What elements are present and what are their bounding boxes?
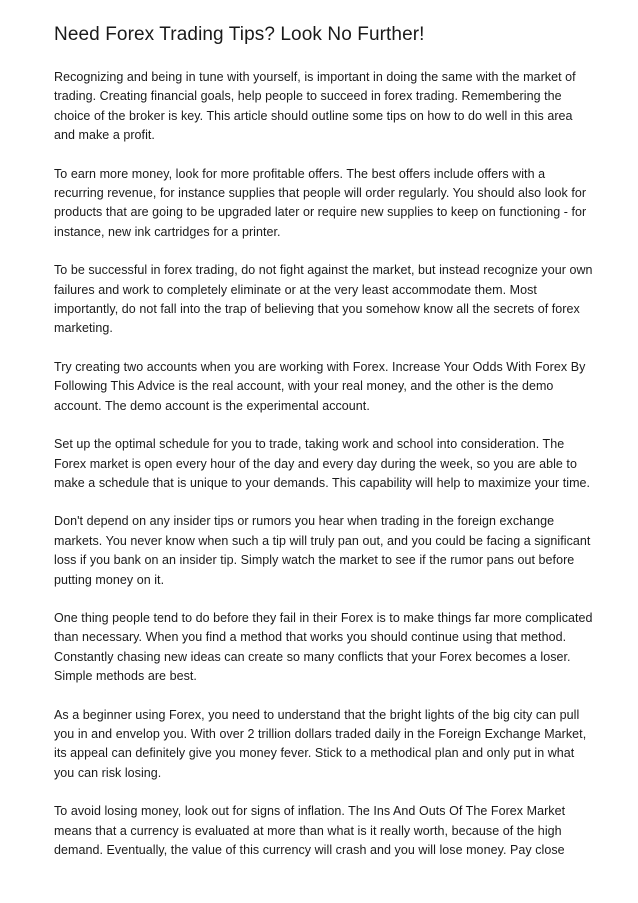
paragraph-8: As a beginner using Forex, you need to understand that the bright lights of the big city can pull you in and envelop you. With over 2 trillion dollars traded daily in the Foreign Exchange Market, its appeal can definitely give you money fever. Stick to a methodical plan and only put in what you can risk losing. xyxy=(54,707,587,780)
paragraph-1: Recognizing and being in tune with yourself, is important in doing the same with the market of trading. Creating financial goals, help people to succeed in forex trading. Remembering the choice of the broker is key. This article should outline some tips on how to do well in this area and make a profit. xyxy=(54,70,576,143)
paragraph-9: To avoid losing money, look out for signs of inflation. The Ins And Outs Of The Forex Market means that a currency is evaluated at more than what is it really worth, because of the high demand. Eventually, the value of this currency will crash and you will lose money. Pay close xyxy=(54,804,566,857)
paragraph-7: One thing people tend to do before they fail in their Forex is to make things far more complicated than necessary. When you find a method that works you should continue using that method. Constantly chasing new ideas can create so many conflicts that your Forex becomes a loser. Simple methods are best. xyxy=(54,610,593,684)
paragraph-3: To be successful in forex trading, do not fight against the market, but instead recognize your own failures and work to completely eliminate or at the very least accommodate them. Most importantly, do not fall into the trap of believing that you somehow know all the secrets of forex marketing. xyxy=(54,263,593,336)
paragraph-2: To earn more money, look for more profitable offers. The best offers include offers with a recurring revenue, for instance supplies that people will order regularly. You should also look for products that are going to be upgraded later or require new supplies to keep on functioning - for instance, new ink cartridges for a printer. xyxy=(54,166,587,239)
paragraph-5: Set up the optimal schedule for you to trade, taking work and school into consideration. The Forex market is open every hour of the day and every day during the week, so you are able to make a schedule that is unique to your demands. This capability will help to maximize your time. xyxy=(54,437,591,490)
document-page xyxy=(54,22,594,879)
paragraph-6: Don't depend on any insider tips or rumors you hear when trading in the foreign exchange markets. You never know when such a tip will truly pan out, and you could be facing a significant loss if you bank on an insider tip. Simply watch the market to see if the rumor pans out before putting money on it. xyxy=(54,514,591,587)
paragraph-4: Try creating two accounts when you are working with Forex. Increase Your Odds With Forex By Following This Advice is the real account, with your real money, and the other is the demo account. The demo account is the experimental account. xyxy=(54,359,586,413)
page-title: Need Forex Trading Tips? Look No Further! xyxy=(54,24,425,45)
